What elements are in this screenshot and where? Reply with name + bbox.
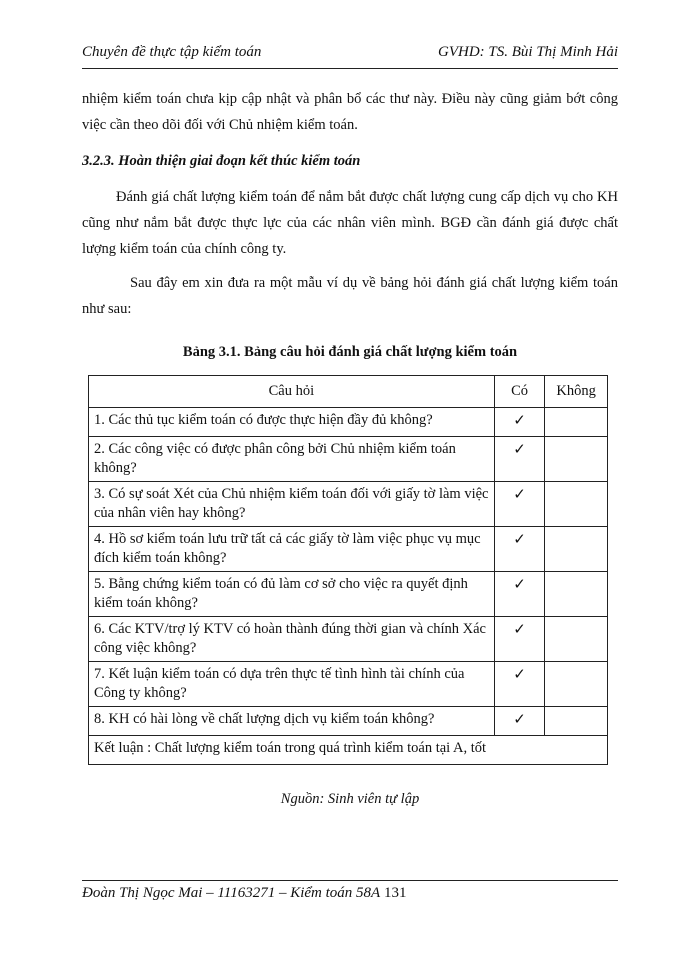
quality-questionnaire-table — [88, 375, 608, 765]
header-no: Không — [545, 376, 608, 408]
no-cell — [545, 408, 608, 437]
question-cell: 6. Các KTV/trợ lý KTV có hoàn thành đúng thời gian và chính Xác công việc không? — [89, 617, 495, 662]
question-cell: 5. Bằng chứng kiểm toán có đủ làm cơ sở cho việc ra quyết định kiểm toán không? — [89, 572, 495, 617]
page-number: 131 — [383, 885, 407, 901]
checkmark-icon: ✓ — [513, 411, 526, 429]
table-row — [89, 617, 608, 662]
question-cell: 3. Có sự soát Xét của Chủ nhiệm kiểm toán đối với giấy tờ làm việc của nhân viên hay không? — [89, 482, 495, 527]
checkmark-icon: ✓ — [513, 620, 526, 638]
section-heading: 3.2.3. Hoàn thiện giai đoạn kết thúc kiểm toán — [82, 153, 361, 169]
checkmark-icon: ✓ — [513, 575, 526, 593]
checkmark-icon: ✓ — [513, 485, 526, 503]
header-title: Chuyên đề thực tập kiểm toán — [82, 44, 262, 60]
table-row — [89, 408, 608, 437]
header-question: Câu hỏi — [89, 376, 495, 408]
no-cell — [545, 617, 608, 662]
table-header-row — [89, 376, 608, 408]
table-row — [89, 482, 608, 527]
no-cell — [545, 527, 608, 572]
checkmark-icon: ✓ — [513, 665, 526, 683]
footer-author: Đoàn Thị Ngọc Mai – 11163271 – Kiểm toán 58A — [82, 885, 381, 901]
yes-cell — [494, 437, 544, 482]
table-row — [89, 572, 608, 617]
yes-cell — [494, 408, 544, 437]
checkmark-icon: ✓ — [513, 710, 526, 728]
conclusion-cell: Kết luận : Chất lượng kiểm toán trong quá trình kiểm toán tại A, tốt — [89, 736, 608, 765]
no-cell — [545, 707, 608, 736]
yes-cell — [494, 662, 544, 707]
table-caption: Bảng 3.1. Bảng câu hỏi đánh giá chất lượng kiểm toán — [182, 344, 518, 360]
table-row — [89, 437, 608, 482]
yes-cell — [494, 572, 544, 617]
question-cell: 4. Hồ sơ kiểm toán lưu trữ tất cả các giấy tờ làm việc phục vụ mục đích kiểm toán không? — [89, 527, 495, 572]
table-source: Nguồn: Sinh viên tự lập — [280, 791, 420, 807]
paragraph-example-intro: Sau đây em xin đưa ra một mẫu ví dụ về bảng hỏi đánh giá chất lượng kiểm toán như sau: — [82, 275, 618, 317]
checkmark-icon: ✓ — [513, 530, 526, 548]
table-row — [89, 707, 608, 736]
paragraph-quality-evaluation: Đánh giá chất lượng kiểm toán để nắm bắt được chất lượng cung cấp dịch vụ cho KH cũng như nắm bắt được thực lực của các nhân viên mình. BGĐ cần đánh giá được chất lượng kiểm toán của chính công ty. — [82, 189, 618, 257]
continued-paragraph: nhiệm kiểm toán chưa kịp cập nhật và phân bổ các thư này. Điều này cũng giảm bớt công việc cần theo dõi đối với Chủ nhiệm kiểm toán. — [82, 91, 618, 133]
question-cell: 1. Các thủ tục kiểm toán có được thực hiện đầy đủ không? — [89, 408, 495, 437]
yes-cell — [494, 707, 544, 736]
header-yes: Có — [494, 376, 544, 408]
no-cell — [545, 572, 608, 617]
page-header — [82, 40, 618, 69]
yes-cell — [494, 617, 544, 662]
table-row — [89, 662, 608, 707]
page-content — [82, 86, 618, 808]
question-cell: 2. Các công việc có được phân công bởi Chủ nhiệm kiểm toán không? — [89, 437, 495, 482]
yes-cell — [494, 482, 544, 527]
no-cell — [545, 662, 608, 707]
question-cell: 7. Kết luận kiểm toán có dựa trên thực tế tình hình tài chính của Công ty không? — [89, 662, 495, 707]
checkmark-icon: ✓ — [513, 440, 526, 458]
conclusion-row — [89, 736, 608, 765]
page-footer — [82, 880, 618, 902]
no-cell — [545, 482, 608, 527]
header-supervisor: GVHD: TS. Bùi Thị Minh Hải — [438, 44, 618, 60]
question-cell: 8. KH có hài lòng về chất lượng dịch vụ kiểm toán không? — [89, 707, 495, 736]
no-cell — [545, 437, 608, 482]
table-row — [89, 527, 608, 572]
yes-cell — [494, 527, 544, 572]
